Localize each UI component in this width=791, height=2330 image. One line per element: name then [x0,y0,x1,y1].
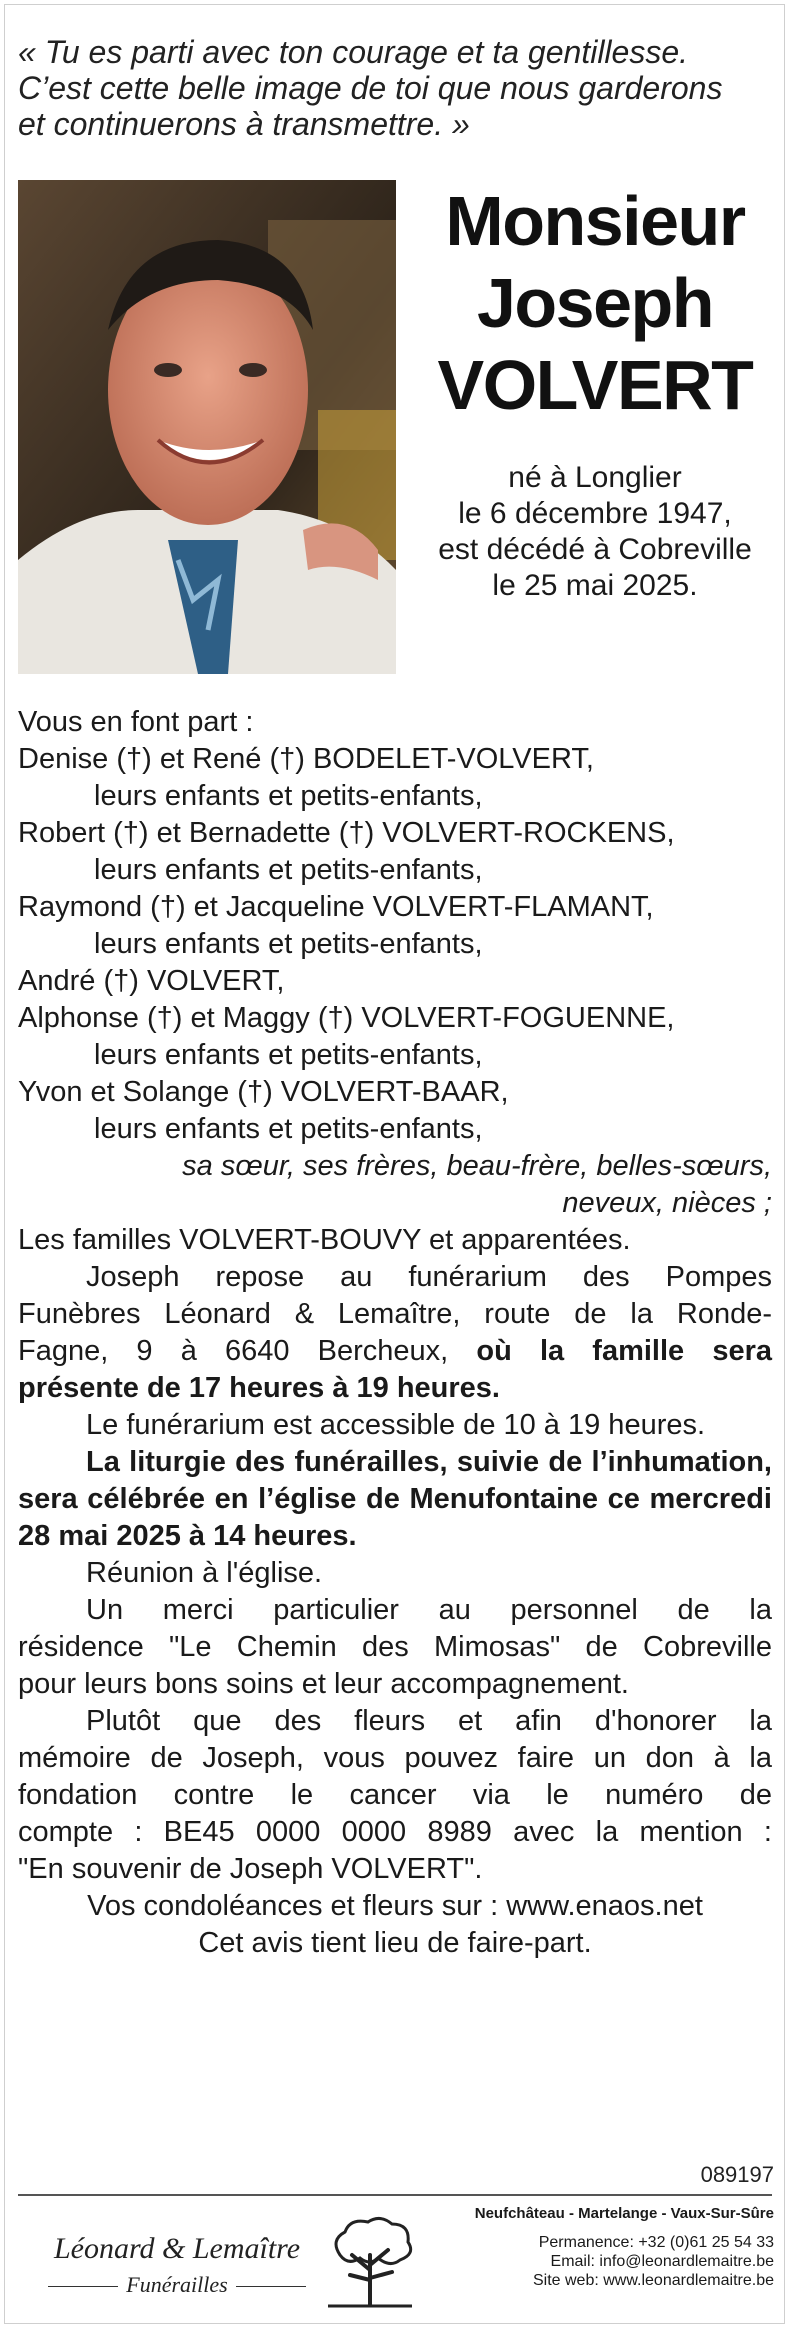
siblings-line: sa sœur, ses frères, beau-frère, belles-sœurs, [182,1150,772,1182]
family-line: Yvon et Solange (†) VOLVERT-BAAR, [18,1076,509,1108]
divider-dash [48,2286,118,2287]
contact-website[interactable]: Site web: www.leonardlemaitre.be [532,2272,774,2289]
family-line: Raymond (†) et Jacqueline VOLVERT-FLAMANT, [18,891,654,923]
death-line: est décédé à Cobreville [438,533,752,566]
repose-paragraph [18,1259,772,1407]
quote-line: « Tu es parti avec ton courage et ta gentillesse. [18,34,689,70]
thanks-paragraph [18,1592,772,1703]
quote-line: et continuerons à transmettre. » [18,106,470,142]
paragraph-line [18,1333,772,1370]
portrait-illustration [18,180,396,674]
logo-subtitle: Funérailles [126,2272,228,2297]
tree-icon [320,2210,420,2310]
family-intro: Vous en font part : [18,706,254,738]
contact-phone[interactable]: Permanence: +32 (0)61 25 54 33 [538,2234,774,2251]
name-title: Monsieur [445,182,745,260]
presence-text: où la famille sera [476,1335,772,1367]
address-text: Fagne, 9 à 6640 Bercheux, [18,1335,449,1367]
family-line: leurs enfants et petits-enfants, [94,1113,483,1145]
epitaph-quote [18,34,778,142]
birth-line: le 6 décembre 1947, [458,497,732,530]
paragraph-line: résidence "Le Chemin des Mimosas" de Cobreville [18,1631,772,1663]
contact-towns: Neufchâteau - Martelange - Vaux-Sur-Sûre [474,2205,774,2222]
birth-line: né à Longlier [508,461,682,494]
paragraph-line: présente de 17 heures à 19 heures. [18,1372,500,1404]
death-line: le 25 mai 2025. [492,569,698,602]
paragraph-line: fondation contre le cancer via le numéro de [18,1779,772,1811]
name-last: VOLVERT [437,346,753,424]
divider-dash [236,2286,306,2287]
paragraph-line: Un merci particulier au personnel de la [86,1594,772,1626]
paragraph-line: "En souvenir de Joseph VOLVERT". [18,1853,483,1885]
family-line: leurs enfants et petits-enfants, [94,780,483,812]
paragraph-line: mémoire de Joseph, vous pouvez faire un don à la [18,1742,772,1774]
paragraph-line: Joseph repose au funérarium des Pompes [86,1261,772,1293]
family-line: Denise (†) et René (†) BODELET-VOLVERT, [18,743,594,775]
notice-body [18,704,772,1962]
name-first: Joseph [476,264,714,342]
siblings-line: neveux, nièces ; [562,1187,772,1219]
family-line: leurs enfants et petits-enfants, [94,928,483,960]
deceased-name [410,180,780,426]
donation-paragraph [18,1703,772,1888]
paragraph-line: Funèbres Léonard & Lemaître, route de la Ronde- [18,1298,772,1330]
paragraph-line: pour leurs bons soins et leur accompagnement. [18,1668,629,1700]
funeral-home-logo-sub [32,2272,322,2298]
funeral-home-contact [414,2204,774,2290]
portrait-photo [18,180,396,674]
footer-divider [18,2194,772,2196]
paragraph-line: 28 mai 2025 à 14 heures. [18,1520,357,1552]
reference-number: 089197 [700,2162,774,2187]
paragraph-line: sera célébrée en l’église de Menufontaine ce mercredi [18,1483,772,1515]
family-line: Alphonse (†) et Maggy (†) VOLVERT-FOGUENNE, [18,1002,675,1034]
notice-line: Cet avis tient lieu de faire-part. [198,1927,592,1959]
family-line: André (†) VOLVERT, [18,965,285,997]
funeral-home-logo-name: Léonard & Lemaître [53,2232,301,2265]
birth-death-info [410,460,780,604]
paragraph-line: compte : BE45 0000 0000 8989 avec la mention : [18,1816,772,1848]
family-line: leurs enfants et petits-enfants, [94,854,483,886]
condolences-line: Vos condoléances et fleurs sur : www.enaos.net [87,1890,703,1922]
contact-email[interactable]: Email: info@leonardlemaitre.be [550,2253,774,2270]
paragraph-line: La liturgie des funérailles, suivie de l’inhumation, [86,1446,772,1478]
family-line: Robert (†) et Bernadette (†) VOLVERT-ROCKENS, [18,817,675,849]
meeting-line: Réunion à l'église. [86,1557,323,1589]
liturgy-paragraph [18,1444,772,1555]
quote-line: C’est cette belle image de toi que nous garderons [18,70,723,106]
family-line: leurs enfants et petits-enfants, [94,1039,483,1071]
access-line: Le funérarium est accessible de 10 à 19 heures. [86,1409,706,1441]
paragraph-line: Plutôt que des fleurs et afin d'honorer la [86,1705,772,1737]
families-line: Les familles VOLVERT-BOUVY et apparentées. [18,1224,631,1256]
